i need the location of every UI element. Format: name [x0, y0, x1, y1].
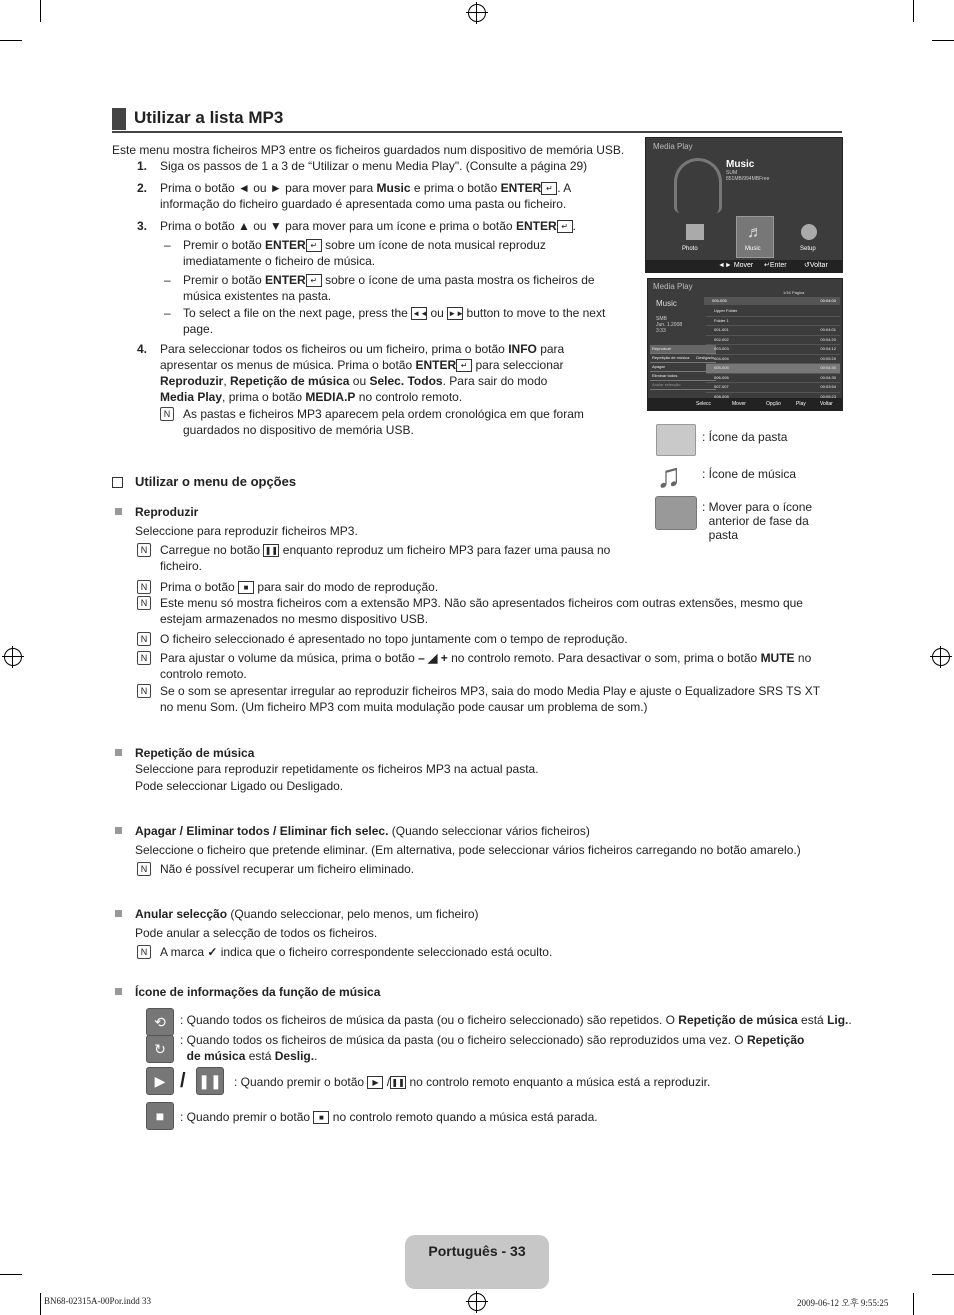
enter-icon: ↵ — [557, 220, 573, 233]
step-number: 3. — [137, 219, 148, 233]
note-icon: N — [137, 945, 151, 959]
screen-item: Music — [726, 159, 755, 170]
registration-mark — [468, 4, 486, 22]
note-icon: N — [137, 632, 151, 646]
photo-icon[interactable] — [686, 224, 704, 240]
pause-icon: ❚❚ — [196, 1067, 224, 1095]
step-number: 2. — [137, 181, 148, 195]
crop-mark — [913, 0, 914, 22]
folder-icon — [656, 424, 696, 456]
checkbox-bullet — [112, 477, 123, 488]
headphones-icon — [674, 158, 722, 213]
dash: – — [164, 238, 171, 252]
enter-icon: ↵ — [306, 239, 322, 252]
options-menu-item[interactable]: Reproduzir — [650, 345, 716, 354]
file-row[interactable]: 007-007 00:03:54 — [706, 383, 840, 393]
bullet — [115, 988, 122, 995]
note-text: Para ajustar o volume da música, prima o botão – ◢ + no controlo remoto. Para desactivar o som, prima o botão MUTE no controlo remoto. — [160, 651, 812, 681]
file-row[interactable]: 005-005 00:04:30 — [706, 364, 840, 374]
file-row[interactable]: 006-006 00:04:30 — [706, 374, 840, 384]
intro-text: Este menu mostra ficheiros MP3 entre os ficheiros guardados num dispositivo de memória USB. — [112, 143, 625, 157]
icon-desc: : Quando premir o botão ■ no controlo remoto quando a música está parada. — [180, 1110, 598, 1124]
section-heading: Apagar / Eliminar todos / Eliminar fich selec. (Quando seleccionar vários ficheiros) — [135, 824, 590, 838]
crop-mark — [0, 1274, 22, 1275]
note-text: Prima o botão ■ para sair do modo de reprodução. — [160, 580, 439, 594]
registration-mark — [932, 648, 950, 666]
repeat-off-icon: ↻ — [146, 1035, 174, 1063]
note-text: Não é possível recuperar um ficheiro eliminado. — [160, 862, 415, 876]
rewind-icon: ◄◄ — [412, 309, 428, 319]
note-icon: N — [137, 684, 151, 698]
play-button-icon: ▶ — [367, 1076, 383, 1089]
play-icon: ▶ — [146, 1067, 174, 1095]
crop-mark — [932, 40, 954, 41]
options-menu-item[interactable]: Repetição de música Desligado — [650, 354, 716, 363]
step-number: 1. — [137, 159, 148, 173]
note-text: Carregue no botão ❚❚ enquanto reproduz um ficheiro MP3 para fazer uma pausa no ficheiro. — [160, 543, 611, 573]
section-desc: Pode anular a selecção de todos os ficheiros. — [135, 926, 378, 940]
dash: – — [164, 273, 171, 287]
screen-title: Media Play — [653, 142, 693, 151]
file-row[interactable]: 003-003 00:04:12 — [706, 345, 840, 355]
crop-mark — [40, 0, 41, 22]
options-menu-item[interactable]: Eliminar todos — [650, 372, 716, 381]
file-list — [706, 307, 840, 402]
checkmark-icon: ✓ — [207, 945, 218, 959]
page-title: Utilizar a lista MP3 — [134, 108, 284, 127]
file-row[interactable]: Upper Folder — [706, 307, 840, 317]
icon-desc: : Quando todos os ficheiros de música da pasta (ou o ficheiro seleccionado) são reproduzidos uma vez. O Repetição de música está Deslig.. — [180, 1033, 805, 1063]
music-note-icon: ♫ — [656, 457, 682, 495]
section-desc: Seleccione para reproduzir ficheiros MP3. — [135, 524, 358, 538]
icon-desc: : Quando todos os ficheiros de música da pasta (ou o ficheiro seleccionado) são repetidos. O Repetição de música está Lig.. — [180, 1013, 852, 1027]
music-list-screen — [647, 278, 843, 411]
pause-button-icon: ❚❚ — [391, 1078, 405, 1088]
title-rule — [112, 131, 842, 133]
media-play-screen — [645, 137, 843, 273]
screen-sub: SUM — [726, 170, 738, 176]
print-slug-right: 2009-06-12 오후 9:55:25 — [797, 1298, 889, 1308]
enter-icon: ↵ — [306, 274, 322, 287]
screen-title: Media Play — [653, 282, 693, 291]
bullet — [115, 508, 122, 515]
slash: / — [180, 1070, 186, 1092]
section-heading: Anular selecção (Quando seleccionar, pelo menos, um ficheiro) — [135, 907, 479, 921]
bullet — [115, 827, 122, 834]
note-text: O ficheiro seleccionado é apresentado no topo juntamente com o tempo de reprodução. — [160, 632, 628, 646]
crop-mark — [40, 1293, 41, 1315]
crop-mark — [932, 1274, 954, 1275]
screen-sub: 851MB/994MBFree — [726, 176, 770, 182]
file-row[interactable]: 001-001 00:04:01 — [706, 326, 840, 336]
dash-text: Premir o botão ENTER ↵ sobre o ícone de uma pasta mostra os ficheiros de música existentes na pasta. — [183, 273, 595, 303]
stop-icon: ■ — [146, 1102, 174, 1130]
step-text: Siga os passos de 1 a 3 de “Utilizar o menu Media Play". (Consulte a página 29) — [160, 159, 588, 173]
now-playing-bar: 005-005 00:04:00 — [704, 297, 840, 305]
note-icon: N — [137, 651, 151, 665]
setup-gear-icon[interactable] — [801, 224, 817, 240]
page-indicator: 1/16 Página — [783, 290, 805, 295]
volume-icon: – ◢ + — [418, 651, 448, 665]
crop-mark — [913, 1293, 914, 1315]
step-text: Prima o botão ◄ ou ► para mover para Music e prima o botão ENTER ↵ . A informação do ficheiro guardado é apresentada como uma pasta ou ficheiro. — [160, 181, 572, 211]
icon-label: Music — [745, 246, 761, 252]
note-icon: N — [160, 407, 174, 421]
options-menu-item[interactable]: Anular selecção — [650, 381, 716, 390]
subheading: Utilizar o menu de opções — [135, 474, 297, 489]
enter-icon: ↵ — [541, 182, 557, 195]
music-icon[interactable]: ♬ — [736, 216, 774, 258]
note-icon: N — [137, 862, 151, 876]
options-menu-item[interactable]: Apagar — [650, 363, 716, 372]
bullet — [115, 910, 122, 917]
screen-nav-bar: Selecc Mover Opção Play Voltar — [648, 398, 842, 410]
note-icon: N — [137, 580, 151, 594]
icon-desc: : Quando premir o botão ▶ /❚❚ no controlo remoto enquanto a música está a reproduzir. — [234, 1075, 711, 1089]
section-desc: Seleccione o ficheiro que pretende eliminar. (Em alternativa, pode seleccionar vários ficheiros carregando no botão amarelo.) — [135, 843, 801, 857]
section-desc: Seleccione para reproduzir repetidamente os ficheiros MP3 na actual pasta. — [135, 762, 539, 776]
bullet — [115, 749, 122, 756]
icon-label: Photo — [682, 246, 698, 252]
title-bar — [112, 108, 126, 130]
note-text: A marca ✓ indica que o ficheiro correspondente seleccionado está oculto. — [160, 945, 553, 959]
dash-text: Premir o botão ENTER ↵ sobre um ícone de nota musical reproduz imediatamente o ficheiro de música. — [183, 238, 546, 268]
icon-label: Setup — [800, 246, 816, 252]
note-text: Este menu só mostra ficheiros com a extensão MP3. Não são apresentados ficheiros com outras extensões, mesmo que estejam armazenados no mesmo dispositivo USB. — [160, 596, 803, 626]
legend-text: : Ícone de música — [702, 467, 797, 481]
enter-icon: ↵ — [456, 359, 472, 372]
stop-button-icon: ■ — [313, 1111, 329, 1124]
print-slug-left: BN68-02315A-00Por.indd 33 — [44, 1296, 152, 1306]
registration-mark — [4, 648, 22, 666]
note-icon: N — [137, 543, 151, 557]
dash-text: To select a file on the next page, press the ◄◄ ou ►► button to move to the next page. — [183, 306, 606, 336]
page-number: Português - 33 — [428, 1243, 526, 1259]
file-row[interactable]: Folder 1 — [706, 317, 840, 327]
step-text: Para seleccionar todos os ficheiros ou um ficheiro, prima o botão INFO para apresentar os menus de música. Prima o botão ENTER ↵ para seleccionar Reproduzir, Repetição de música ou Selec. Todos. Para sair do modo Media Play, prima o botão MEDIA.P no controlo remoto. — [160, 342, 565, 404]
screen-nav-bar: ◄► Mover ↵Enter ↺Voltar — [646, 260, 842, 272]
repeat-on-icon: ⟲ — [146, 1008, 174, 1036]
legend-text: : Ícone da pasta — [702, 430, 788, 444]
file-row[interactable]: 008-008 00:05:23 — [706, 393, 840, 403]
section-heading: Repetição de música — [135, 746, 255, 760]
step-text: Prima o botão ▲ ou ▼ para mover para um ícone e prima o botão ENTER ↵ . — [160, 219, 576, 233]
note-text: Se o som se apresentar irregular ao reproduzir ficheiros MP3, saia do modo Media Play e ajuste o Equalizadore SRS TS XT no menu Som. (Um ficheiro MP3 com muita modulação pode causar um problema de som.) — [160, 684, 821, 714]
note-text: As pastas e ficheiros MP3 aparecem pela ordem cronológica em que foram guardados no dispositivo de memória USB. — [183, 407, 584, 437]
fast-forward-icon: ►► — [448, 309, 465, 319]
section-desc: Pode seleccionar Ligado ou Desligado. — [135, 779, 344, 793]
note-icon: N — [137, 596, 151, 610]
registration-mark — [468, 1293, 486, 1311]
legend-text: : Mover para o ícone anterior de fase da pasta — [702, 500, 813, 542]
crop-mark — [0, 40, 22, 41]
folder-up-icon — [655, 496, 697, 530]
step-number: 4. — [137, 342, 148, 356]
dash: – — [164, 306, 171, 320]
file-row[interactable]: 002-002 00:04:20 — [706, 336, 840, 346]
pause-icon: ❚❚ — [264, 546, 279, 556]
section-heading: Reproduzir — [135, 505, 199, 519]
left-info: SMB Jun. 1.2008 3:33 — [656, 316, 683, 334]
left-title: Music — [656, 299, 677, 308]
stop-icon: ■ — [238, 581, 254, 594]
section-heading: Ícone de informações da função de música — [135, 985, 381, 999]
file-row[interactable]: 004-004 00:05:20 — [706, 355, 840, 365]
